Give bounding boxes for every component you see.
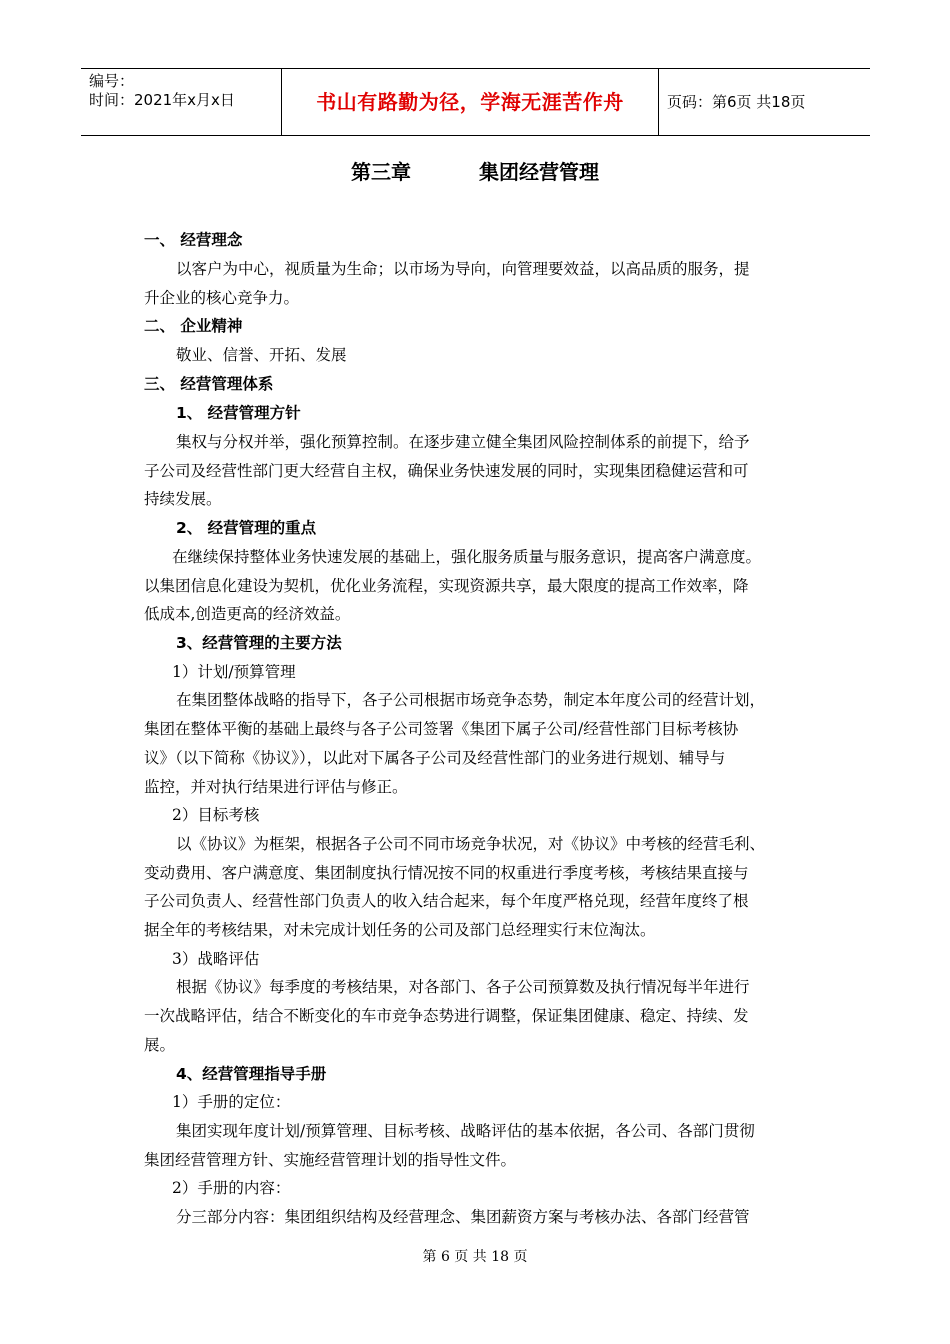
number-label: 编号： [89,72,135,90]
section-heading: 一、 经营理念 [144,231,243,249]
paragraph-line: 根据《协议》每季度的考核结果，对各部门、各子公司预算数及执行情况每半年进行 [176,978,750,996]
paragraph-line: 在集团整体战略的指导下，各子公司根据市场竞争态势，制定本年度公司的经营计划， [176,691,766,709]
subsection-heading: 1、 经营管理方针 [176,404,301,422]
paragraph-line: 持续发展。 [144,490,222,508]
paragraph-line: 据全年的考核结果，对未完成计划任务的公司及部门总经理实行末位淘汰。 [144,921,656,939]
document-header [81,68,870,136]
header-motto: 书山有路勤为径，学海无涯苦作舟 [282,69,659,135]
paragraph-line: 议》（以下简称《协议》），以此对下属各子公司及经营性部门的业务进行规划、辅导与 [144,749,726,767]
item-title: 3）战略评估 [172,950,260,968]
paragraph-line: 以客户为中心，视质量为生命；以市场为导向，向管理要效益，以高品质的服务，提 [176,260,750,278]
subsection-heading: 3、经营管理的主要方法 [176,634,342,652]
item-title: 2）目标考核 [172,806,260,824]
paragraph-line: 集团经营管理方针、实施经营管理计划的指导性文件。 [144,1151,517,1169]
paragraph-line: 集团在整体平衡的基础上最终与各子公司签署《集团下属子公司/经营性部门目标考核协 [144,720,739,738]
time-label: 时间：2021年x月x日 [89,91,235,109]
paragraph-line: 敬业、信誉、开拓、发展 [176,346,347,364]
header-page-info: 页码：第6页 共18页 [667,93,806,111]
paragraph-line: 展。 [144,1036,176,1054]
paragraph-line: 集团实现年度计划/预算管理、目标考核、战略评估的基本依据，各公司、各部门贯彻 [176,1122,755,1140]
paragraph-line: 子公司负责人、经营性部门负责人的收入结合起来，每个年度严格兑现，经营年度终了根 [144,892,749,910]
paragraph-line: 分三部分内容：集团组织结构及经营理念、集团薪资方案与考核办法、各部门经营管 [176,1208,750,1226]
paragraph-line: 集权与分权并举，强化预算控制。在逐步建立健全集团风险控制体系的前提下，给予 [176,433,750,451]
item-title: 1）计划/预算管理 [172,663,296,681]
page-footer: 第 6 页 共 18 页 [422,1249,528,1265]
section-heading: 二、 企业精神 [144,317,243,335]
paragraph-line: 低成本,创造更高的经济效益。 [144,605,351,623]
paragraph-line: 以《协议》为框架，根据各子公司不同市场竞争状况，对《协议》中考核的经营毛利、 [176,835,766,853]
paragraph-line: 变动费用、客户满意度、集团制度执行情况按不同的权重进行季度考核，考核结果直接与 [144,864,749,882]
paragraph-line: 在继续保持整体业务快速发展的基础上，强化服务质量与服务意识，提高客户满意度。 [172,548,762,566]
paragraph-line: 以集团信息化建设为契机，优化业务流程，实现资源共享，最大限度的提高工作效率，降 [144,577,749,595]
header-info-cell [81,69,282,135]
paragraph-line: 一次战略评估，结合不断变化的车市竞争态势进行调整，保证集团健康、稳定、持续、发 [144,1007,749,1025]
paragraph-line: 升企业的核心竞争力。 [144,289,300,307]
paragraph-line: 子公司及经营性部门更大经营自主权，确保业务快速发展的同时，实现集团稳健运营和可 [144,462,749,480]
chapter-number: 第三章 [351,160,411,184]
chapter-title: 集团经营管理 [479,160,599,184]
item-title: 2）手册的内容： [172,1179,291,1197]
item-title: 1）手册的定位： [172,1093,291,1111]
subsection-heading: 2、 经营管理的重点 [176,519,317,537]
section-heading: 三、 经营管理体系 [144,375,274,393]
paragraph-line: 监控，并对执行结果进行评估与修正。 [144,778,408,796]
subsection-heading: 4、经营管理指导手册 [176,1065,327,1083]
chapter-heading [0,158,950,186]
